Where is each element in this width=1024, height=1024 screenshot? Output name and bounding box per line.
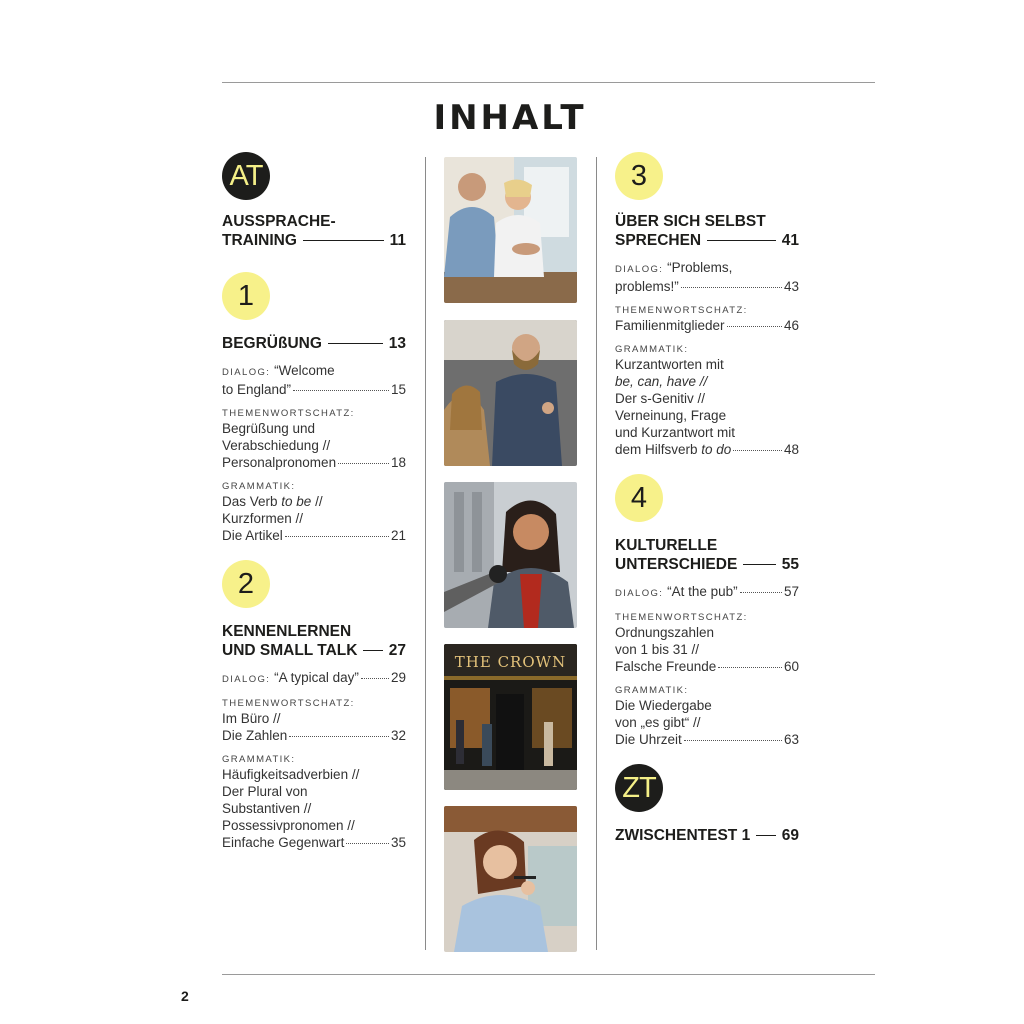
sub-text: Begrüßung und: [222, 421, 316, 436]
sub-text-italic: to be: [281, 494, 312, 509]
page-ref: 18: [390, 455, 406, 470]
sub-text: Possessivpronomen //: [222, 818, 355, 833]
sub-text: //: [311, 494, 323, 509]
sub-text: Kurzformen //: [222, 511, 304, 526]
label-grammatik: GRAMMATIK:: [615, 685, 689, 696]
toc-column-right: [615, 152, 799, 845]
sub-text: “At the pub”: [667, 584, 738, 599]
sub-text: von „es gibt“ //: [615, 715, 701, 730]
entry-title: BEGRÜßUNG: [222, 335, 322, 352]
sub-text: to England”: [222, 382, 292, 397]
page-ref: 13: [388, 335, 406, 352]
label-dialog: DIALOG:: [222, 674, 271, 685]
page-ref: 43: [783, 279, 799, 294]
toc-entry-kulturelle[interactable]: [615, 536, 799, 574]
sub-text-italic: be, can, have //: [615, 374, 708, 389]
sub-text: und Kurzantwort mit: [615, 425, 736, 440]
sub-text: Verabschiedung //: [222, 438, 331, 453]
page-number: 2: [181, 988, 189, 1004]
leader-dots: [285, 536, 389, 537]
leader-line: [707, 240, 776, 241]
label-themenwortschatz: THEMENWORTSCHATZ:: [615, 305, 748, 316]
entry-title-line: TRAINING: [222, 232, 297, 249]
sub-text: Die Artikel: [222, 528, 283, 543]
label-dialog: DIALOG:: [615, 588, 664, 599]
photo-handshake: [444, 157, 577, 303]
page-ref: 41: [781, 232, 799, 249]
leader-dots: [346, 843, 389, 844]
page-ref: 35: [390, 835, 406, 850]
pub-sign: THE CROWN: [454, 653, 567, 671]
page-ref: 27: [388, 642, 406, 659]
sub-text: Verneinung, Frage: [615, 408, 727, 423]
sub-text: Der Plural von: [222, 784, 308, 799]
toc-sub-grammatik[interactable]: [222, 480, 406, 544]
entry-title-line: AUSSPRACHE-: [222, 213, 336, 230]
leader-line: [756, 835, 776, 836]
toc-sub-themen[interactable]: [222, 407, 406, 471]
label-grammatik: GRAMMATIK:: [615, 344, 689, 355]
leader-dots: [684, 740, 782, 741]
top-rule: [222, 82, 875, 83]
sub-text: Ordnungszahlen: [615, 625, 715, 640]
sub-text: dem Hilfsverb: [615, 442, 702, 457]
toc-sub-dialog[interactable]: [222, 362, 406, 398]
badge-2: 2: [222, 560, 270, 608]
page-ref: 69: [781, 827, 799, 844]
photo-the-crown-pub: [444, 644, 577, 790]
toc-sub-grammatik[interactable]: [615, 343, 799, 458]
page-ref: 21: [390, 528, 406, 543]
badge-at: AT: [222, 152, 270, 200]
label-dialog: DIALOG:: [222, 367, 271, 378]
page-ref: 55: [781, 556, 799, 573]
sub-text: Die Uhrzeit: [615, 732, 682, 747]
leader-line: [303, 240, 384, 241]
sub-text: Familienmitglieder: [615, 318, 725, 333]
toc-entry-kennenlernen[interactable]: [222, 622, 406, 660]
toc-sub-themen[interactable]: [615, 304, 799, 334]
page-ref: 11: [389, 232, 406, 249]
page-ref: 57: [783, 584, 799, 599]
toc-sub-themen[interactable]: [222, 697, 406, 744]
label-themenwortschatz: THEMENWORTSCHATZ:: [222, 408, 355, 419]
page-ref: 60: [783, 659, 799, 674]
label-grammatik: GRAMMATIK:: [222, 481, 296, 492]
leader-dots: [718, 667, 782, 668]
toc-entry-begruessung[interactable]: [222, 334, 406, 353]
leader-line: [363, 650, 382, 651]
badge-4: 4: [615, 474, 663, 522]
page-ref: 48: [783, 442, 799, 457]
badge-zt: ZT: [615, 764, 663, 812]
sub-text: Substantiven //: [222, 801, 312, 816]
bottom-rule: [222, 974, 875, 975]
toc-column-left: [222, 152, 406, 851]
entry-title-line: KULTURELLE: [615, 537, 718, 554]
sub-text: “Problems,: [667, 260, 733, 275]
page-title: INHALT: [433, 98, 587, 138]
leader-line: [328, 343, 383, 344]
leader-line: [743, 564, 775, 565]
leader-dots: [727, 326, 782, 327]
leader-dots: [733, 450, 782, 451]
leader-dots: [289, 736, 389, 737]
page-ref: 63: [783, 732, 799, 747]
sub-text: Falsche Freunde: [615, 659, 717, 674]
toc-entry-ueber-sich[interactable]: [615, 212, 799, 250]
badge-3: 3: [615, 152, 663, 200]
sub-text-italic: to do: [701, 442, 732, 457]
column-divider: [596, 157, 597, 950]
page-ref: 46: [783, 318, 799, 333]
sub-text: von 1 bis 31 //: [615, 642, 700, 657]
photo-woman-thinking: [444, 806, 577, 952]
sub-text: Das Verb: [222, 494, 282, 509]
leader-dots: [681, 287, 782, 288]
leader-dots: [338, 463, 389, 464]
toc-sub-dialog[interactable]: [222, 669, 406, 688]
sub-text: Kurzantworten mit: [615, 357, 724, 372]
sub-text: Die Zahlen: [222, 728, 288, 743]
leader-dots: [740, 592, 782, 593]
sub-text: “Welcome: [274, 363, 335, 378]
sub-text: Die Wiedergabe: [615, 698, 712, 713]
entry-title-line: ÜBER SICH SELBST: [615, 213, 766, 230]
sub-text: Personalpronomen: [222, 455, 337, 470]
toc-entry-aussprache[interactable]: [222, 212, 406, 250]
sub-text: problems!”: [615, 279, 679, 294]
entry-title: ZWISCHENTEST 1: [615, 827, 751, 844]
toc-sub-dialog[interactable]: [615, 583, 799, 602]
sub-text: “A typical day”: [274, 670, 359, 685]
photo-interview: [444, 482, 577, 628]
sub-text: Im Büro //: [222, 711, 281, 726]
toc-sub-grammatik[interactable]: [615, 684, 799, 748]
leader-dots: [361, 678, 389, 679]
page-ref: 15: [390, 382, 406, 397]
toc-sub-grammatik[interactable]: [222, 753, 406, 851]
page-ref: 32: [390, 728, 406, 743]
sub-text: Der s-Genitiv //: [615, 391, 706, 406]
label-dialog: DIALOG:: [615, 264, 664, 275]
column-divider: [425, 157, 426, 950]
sub-text: Einfache Gegenwart: [222, 835, 345, 850]
label-themenwortschatz: THEMENWORTSCHATZ:: [222, 698, 355, 709]
sub-text: Häufigkeitsadverbien //: [222, 767, 360, 782]
toc-sub-dialog[interactable]: [615, 259, 799, 295]
badge-1: 1: [222, 272, 270, 320]
entry-title-line: KENNENLERNEN: [222, 623, 352, 640]
label-themenwortschatz: THEMENWORTSCHATZ:: [615, 612, 748, 623]
label-grammatik: GRAMMATIK:: [222, 754, 296, 765]
toc-sub-themen[interactable]: [615, 611, 799, 675]
leader-dots: [293, 390, 389, 391]
toc-entry-zwischentest[interactable]: [615, 826, 799, 845]
page-ref: 29: [390, 670, 406, 685]
entry-title-line: SPRECHEN: [615, 232, 702, 249]
photo-people-talking: [444, 320, 577, 466]
entry-title-line: UND SMALL TALK: [222, 642, 358, 659]
entry-title-line: UNTERSCHIEDE: [615, 556, 738, 573]
